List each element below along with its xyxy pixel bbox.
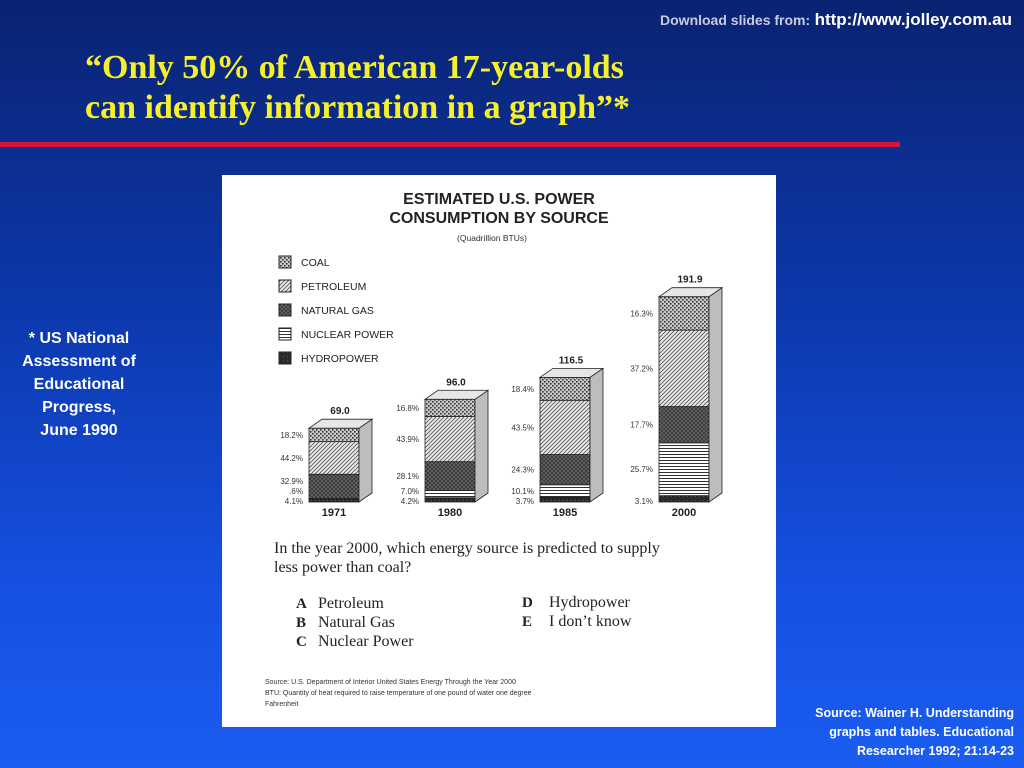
legend-swatch-hydropower xyxy=(279,352,291,364)
category-label: 2000 xyxy=(671,507,697,519)
data-label-hydropower: 3.1% xyxy=(634,497,653,506)
chart-legend xyxy=(279,256,394,365)
category-label: 1971 xyxy=(321,507,347,519)
answer-option-e xyxy=(522,613,632,630)
download-link[interactable]: http://www.jolley.com.au xyxy=(814,10,1012,29)
data-label-nuclear-power: 7.0% xyxy=(400,487,419,496)
bar-segment-hydropower-1980 xyxy=(425,498,475,502)
answer-option-b xyxy=(296,614,395,631)
answer-letter: B xyxy=(296,615,307,631)
citation-line: graphs and tables. Educational xyxy=(829,725,1014,739)
answer-text: I don’t know xyxy=(549,613,632,630)
answer-text: Hydropower xyxy=(549,594,630,611)
footnote-line: * US National xyxy=(28,330,130,347)
data-label-coal: 16.8% xyxy=(396,403,419,413)
data-label-nuclear-power: .6% xyxy=(289,487,303,496)
bar-side-1980 xyxy=(475,390,488,502)
answer-letter: D xyxy=(522,595,533,611)
legend-swatch-petroleum xyxy=(279,280,291,292)
footnote-line: Assessment of xyxy=(22,353,136,370)
bar-segment-nuclear-power-1980 xyxy=(425,490,475,497)
bar-segment-hydropower-1971 xyxy=(309,499,359,502)
bar-segment-coal-1985 xyxy=(540,377,590,400)
bar-segment-natural-gas-1980 xyxy=(425,462,475,491)
bar-segment-petroleum-1980 xyxy=(425,417,475,462)
legend-label-natural-gas: NATURAL GAS xyxy=(301,305,374,317)
bar-segment-coal-1971 xyxy=(309,428,359,441)
citation xyxy=(774,704,1014,761)
legend-swatch-coal xyxy=(279,256,291,268)
data-label-nuclear-power: 10.1% xyxy=(511,487,534,496)
slide-title-line: “Only 50% of American 17-year-olds xyxy=(85,49,624,86)
bar-total-label: 191.9 xyxy=(677,274,703,286)
question-line: less power than coal? xyxy=(274,559,412,576)
legend-label-coal: COAL xyxy=(301,257,330,269)
chart-image-panel xyxy=(222,175,776,727)
answer-option-c xyxy=(296,633,414,650)
data-label-petroleum: 43.5% xyxy=(511,423,534,433)
data-label-nuclear-power: 25.7% xyxy=(630,465,653,475)
answer-text: Petroleum xyxy=(318,595,384,612)
answer-option-a xyxy=(296,595,384,612)
data-label-natural-gas: 28.1% xyxy=(396,472,419,482)
answer-text: Natural Gas xyxy=(318,614,395,631)
answer-letter: A xyxy=(296,596,307,612)
answer-letter: C xyxy=(296,634,307,650)
source-note-line: Source: U.S. Department of Interior United States Energy Through the Year 2000 xyxy=(265,679,516,686)
title-divider xyxy=(0,142,900,147)
data-label-petroleum: 43.9% xyxy=(396,435,419,445)
bar-segment-hydropower-2000 xyxy=(659,496,709,502)
bar-segment-coal-2000 xyxy=(659,297,709,330)
category-label: 1985 xyxy=(552,507,578,519)
bar-segment-petroleum-2000 xyxy=(659,330,709,406)
chart-title-line: ESTIMATED U.S. POWER xyxy=(403,191,595,208)
chart-title-line: CONSUMPTION BY SOURCE xyxy=(389,210,609,227)
answer-option-d xyxy=(522,594,631,611)
bar-total-label: 69.0 xyxy=(330,406,350,418)
data-label-petroleum: 37.2% xyxy=(630,364,653,374)
footnote xyxy=(0,327,158,442)
data-label-coal: 16.3% xyxy=(630,309,653,319)
bar-side-1985 xyxy=(590,368,603,502)
bar-segment-hydropower-1985 xyxy=(540,497,590,502)
chart-subtitle: (Quadrillion BTUs) xyxy=(457,233,527,243)
legend-label-hydropower: HYDROPOWER xyxy=(301,353,379,365)
bar-segment-coal-1980 xyxy=(425,399,475,416)
data-label-hydropower: 4.1% xyxy=(284,497,303,506)
stacked-bar-chart xyxy=(222,175,776,727)
data-label-coal: 18.2% xyxy=(280,430,303,440)
legend-label-nuclear-power: NUCLEAR POWER xyxy=(301,329,394,341)
citation-line: Source: Wainer H. Understanding xyxy=(815,706,1014,720)
legend-swatch-nuclear-power xyxy=(279,328,291,340)
bar-segment-nuclear-power-1985 xyxy=(540,485,590,498)
answer-text: Nuclear Power xyxy=(318,633,414,650)
bar-segment-nuclear-power-2000 xyxy=(659,443,709,496)
bar-total-label: 96.0 xyxy=(446,377,466,389)
category-label: 1980 xyxy=(437,507,463,519)
bar-segment-natural-gas-1971 xyxy=(309,474,359,498)
question-line: In the year 2000, which energy source is predicted to supply xyxy=(274,540,660,557)
footnote-line: June 1990 xyxy=(40,422,118,439)
download-label: Download slides from: xyxy=(660,12,811,28)
data-label-natural-gas: 32.9% xyxy=(280,477,303,486)
bar-segment-petroleum-1985 xyxy=(540,400,590,454)
answer-letter: E xyxy=(522,614,533,630)
legend-swatch-natural-gas xyxy=(279,304,291,316)
footnote-line: Progress, xyxy=(42,399,116,416)
data-label-hydropower: 3.7% xyxy=(515,497,534,506)
bar-segment-natural-gas-2000 xyxy=(659,407,709,443)
bar-total-label: 116.5 xyxy=(558,355,584,367)
data-label-coal: 18.4% xyxy=(511,384,534,394)
legend-label-petroleum: PETROLEUM xyxy=(301,281,367,293)
bar-side-1971 xyxy=(359,419,372,502)
slide-title xyxy=(85,48,885,128)
slide-title-line: can identify information in a graph”* xyxy=(85,89,630,126)
data-label-natural-gas: 17.7% xyxy=(630,420,653,430)
footnote-line: Educational xyxy=(33,376,125,393)
bar-side-2000 xyxy=(709,288,722,502)
bar-segment-natural-gas-1985 xyxy=(540,455,590,485)
bar-segment-petroleum-1971 xyxy=(309,442,359,475)
data-label-petroleum: 44.2% xyxy=(280,453,303,463)
data-label-natural-gas: 24.3% xyxy=(511,465,534,475)
download-line xyxy=(660,10,1012,30)
citation-line: Researcher 1992; 21:14-23 xyxy=(856,744,1014,758)
source-note-line: BTU: Quantity of heat required to raise temperature of one pound of water one degree xyxy=(265,690,532,697)
data-label-hydropower: 4.2% xyxy=(400,497,419,506)
source-note-line: Fahrenheit xyxy=(265,701,299,708)
